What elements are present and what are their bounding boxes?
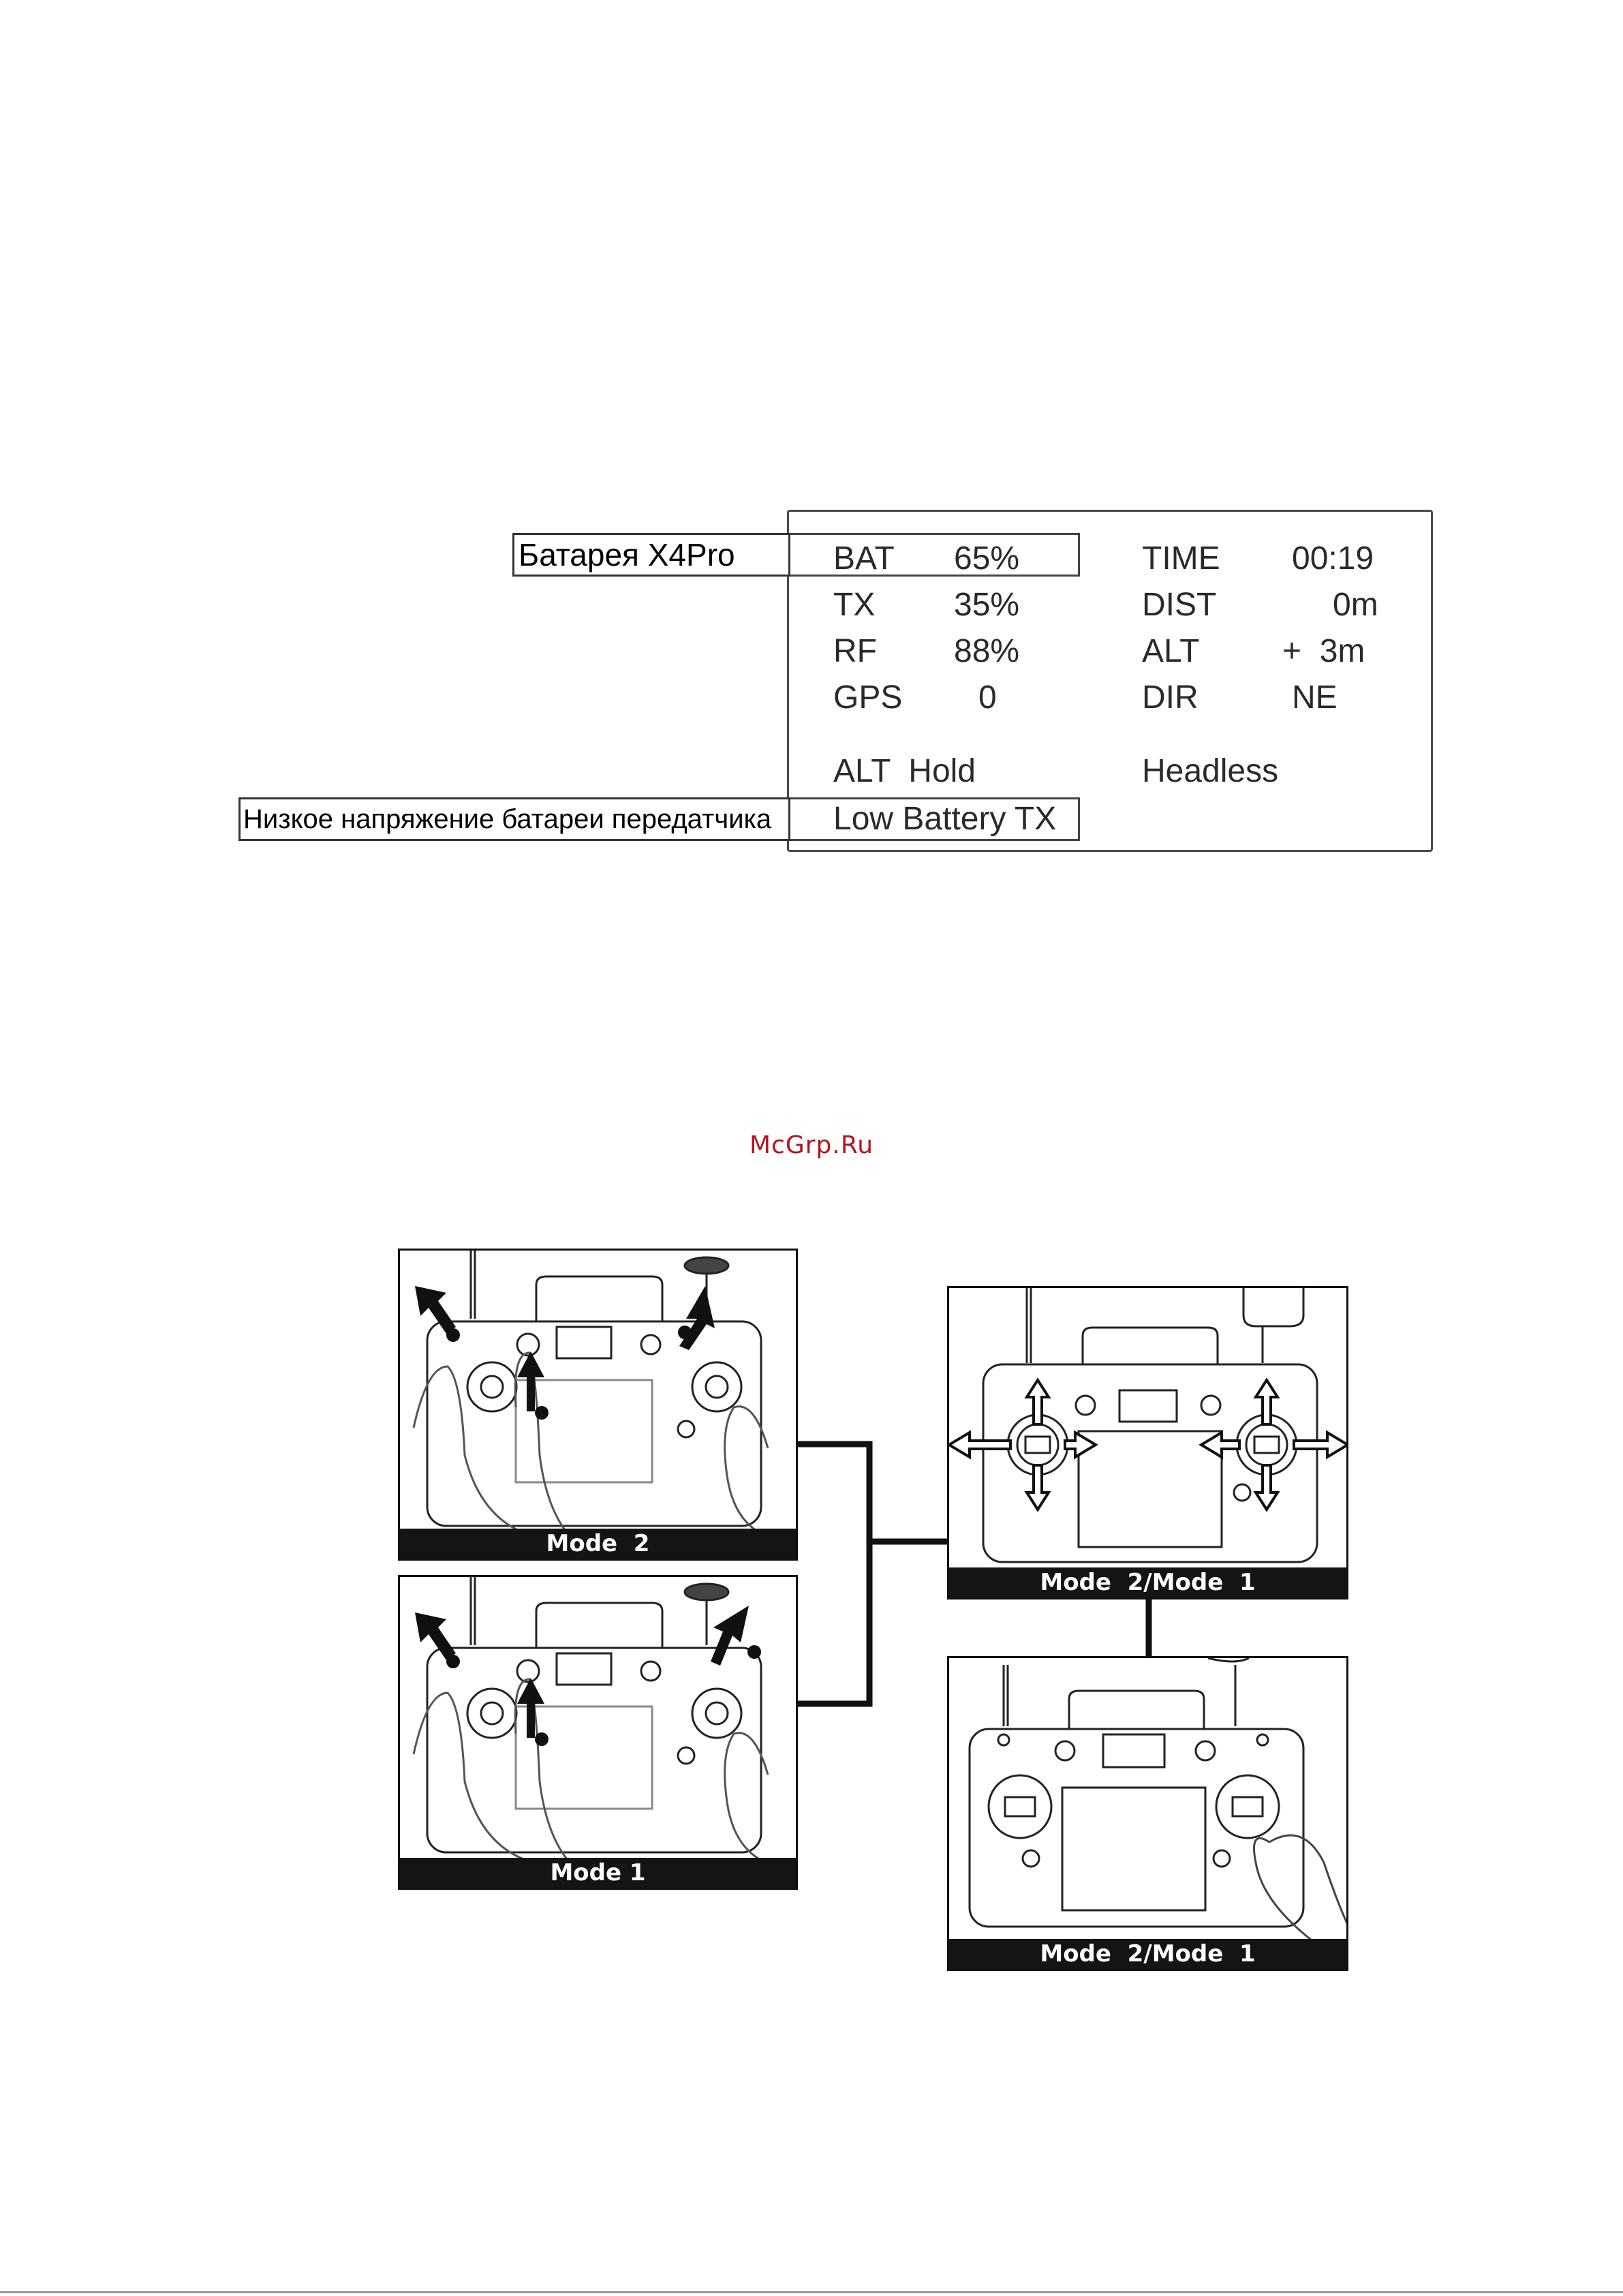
mode2-caption: Mode 2 — [400, 1529, 796, 1559]
tx-label: TX — [833, 587, 876, 623]
dir-label: DIR — [1142, 679, 1199, 716]
time-value: 00:19 — [1292, 540, 1374, 577]
mode2-mode1-switch-panel — [947, 1656, 1348, 1971]
switch-transmitter-illustration — [949, 1658, 1348, 1971]
bat-label: BAT — [833, 540, 895, 577]
rf-value: 88% — [954, 633, 1020, 669]
gps-value: 0 — [978, 679, 997, 716]
stick-directions-illustration — [949, 1288, 1348, 1599]
mode1-transmitter-illustration — [400, 1577, 798, 1890]
mode1-panel — [398, 1575, 798, 1890]
alt-label: ALT — [1142, 633, 1200, 669]
alt-hold-status: ALT Hold — [833, 753, 976, 789]
mode2-mode1-top-caption: Mode 2/Mode 1 — [949, 1567, 1346, 1597]
dist-label: DIST — [1142, 587, 1217, 623]
time-label: TIME — [1142, 540, 1220, 577]
mode2-mode1-sticks-panel — [947, 1286, 1348, 1599]
low-tx-callout-text: Низкое напряжение батареи передатчика — [243, 803, 772, 834]
page-bottom-rule — [0, 2291, 1623, 2293]
headless-status: Headless — [1142, 753, 1279, 789]
battery-x4pro-callout-text: Батарея X4Pro — [519, 537, 735, 572]
gps-label: GPS — [833, 679, 903, 716]
watermark: McGrp.Ru — [749, 1131, 874, 1159]
bat-value: 65% — [954, 540, 1020, 577]
rf-label: RF — [833, 633, 877, 669]
dir-value: NE — [1292, 679, 1338, 716]
low-battery-tx-warning: Low Battery TX — [833, 801, 1057, 837]
mode2-panel — [398, 1249, 798, 1561]
alt-value: + 3m — [1282, 633, 1365, 669]
mode1-caption: Mode 1 — [400, 1858, 796, 1888]
dist-value: 0m — [1333, 587, 1378, 623]
mode2-transmitter-illustration — [400, 1251, 798, 1561]
mode2-mode1-bottom-caption: Mode 2/Mode 1 — [949, 1939, 1346, 1969]
tx-value: 35% — [954, 587, 1020, 623]
